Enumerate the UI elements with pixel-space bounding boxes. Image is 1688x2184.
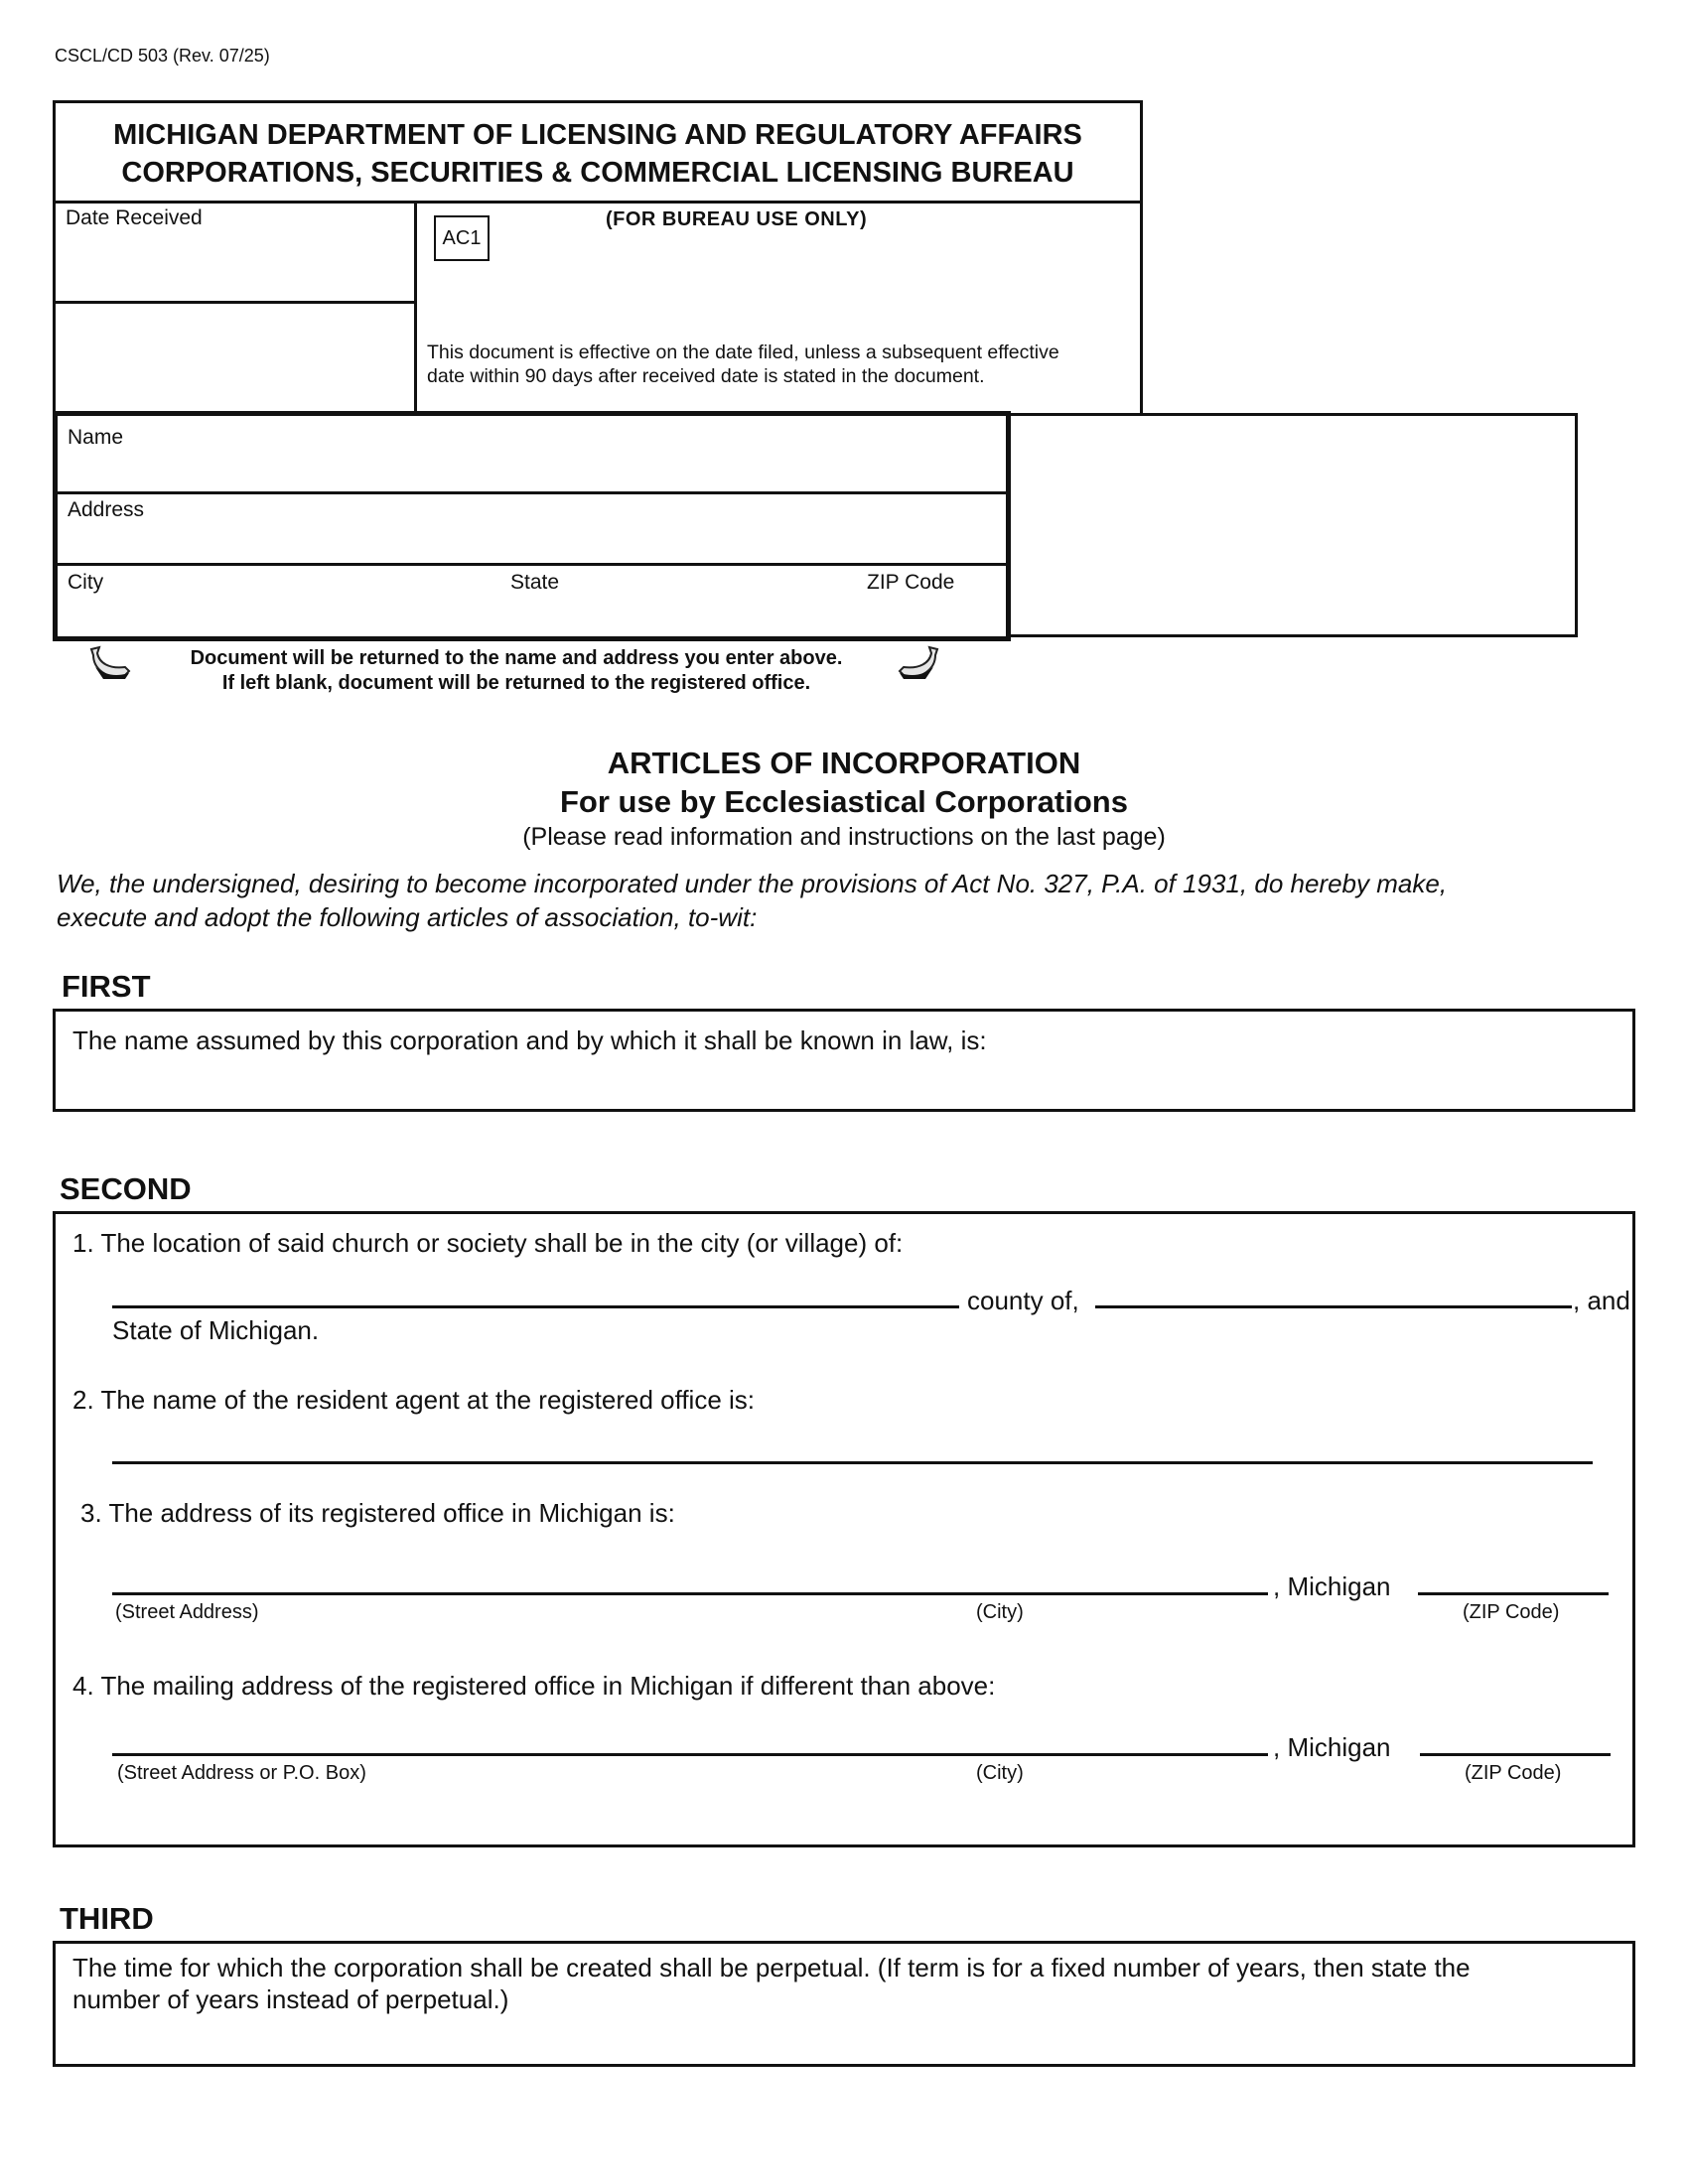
third-heading: THIRD: [60, 1901, 154, 1936]
return-zip-label: ZIP Code: [867, 571, 955, 594]
first-box[interactable]: [53, 1009, 1635, 1112]
county-of-label: county of,: [967, 1286, 1079, 1315]
form-code: CSCL/CD 503 (Rev. 07/25): [55, 46, 270, 66]
return-address-box: [53, 411, 1011, 641]
return-city-label: City: [68, 571, 104, 594]
return-arrow-right-icon: [896, 645, 943, 681]
registered-office-zip-field[interactable]: [1418, 1592, 1609, 1595]
return-name-field[interactable]: [58, 416, 1006, 494]
return-note-line1: Document will be returned to the name and address you enter above.: [190, 647, 843, 669]
mailing-address-zip-field[interactable]: [1420, 1753, 1611, 1756]
agency-name: MICHIGAN DEPARTMENT OF LICENSING AND REGULATORY AFFAIRS: [113, 119, 1082, 151]
registered-office-street-city-field[interactable]: [112, 1592, 1268, 1595]
item3-zip-label: (ZIP Code): [1463, 1601, 1560, 1623]
and-label: , and: [1573, 1286, 1630, 1315]
return-name-label: Name: [68, 426, 124, 449]
city-village-field[interactable]: [112, 1305, 959, 1308]
return-city-state-zip-field[interactable]: [58, 566, 1006, 636]
bureau-use-box: [414, 201, 1143, 416]
first-text: The name assumed by this corporation and by which it shall be known in law, is:: [72, 1025, 987, 1055]
second-item4: 4. The mailing address of the registered office in Michigan if different than above:: [72, 1671, 996, 1701]
first-heading: FIRST: [62, 969, 151, 1004]
item3-city-label: (City): [976, 1601, 1024, 1623]
third-line1: The time for which the corporation shall be created shall be perpetual. (If term is for a fixed number of years, then state the: [72, 1953, 1471, 1982]
return-arrow-left-icon: [85, 645, 133, 681]
document-subtitle: For use by Ecclesiastical Corporations: [560, 784, 1128, 819]
agency-header: [53, 100, 1143, 204]
return-address-field[interactable]: [58, 491, 1006, 566]
third-line2: number of years instead of perpetual.): [72, 1984, 509, 2014]
mailing-address-street-city-field[interactable]: [112, 1753, 1268, 1756]
item4-city-label: (City): [976, 1762, 1024, 1784]
item3-michigan-label: , Michigan: [1273, 1571, 1391, 1601]
return-note-line2: If left blank, document will be returned to the registered office.: [221, 672, 811, 694]
item4-street-po-label: (Street Address or P.O. Box): [117, 1762, 366, 1784]
return-side-box: [1008, 413, 1578, 637]
state-of-michigan-label: State of Michigan.: [112, 1315, 320, 1345]
ac1-code-box: AC1: [434, 215, 490, 261]
county-field[interactable]: [1095, 1305, 1572, 1308]
instructions-note: (Please read information and instructions on the last page): [522, 823, 1166, 851]
effective-note-line1: This document is effective on the date filed, unless a subsequent effective: [427, 341, 1059, 363]
second-item1: 1. The location of said church or society shall be in the city (or village) of:: [72, 1228, 904, 1258]
return-state-label: State: [510, 571, 560, 594]
effective-note-line2: date within 90 days after received date is stated in the document.: [427, 365, 985, 387]
bureau-name: CORPORATIONS, SECURITIES & COMMERCIAL LICENSING BUREAU: [121, 157, 1074, 189]
item4-zip-label: (ZIP Code): [1465, 1762, 1562, 1784]
bureau-use-only: (FOR BUREAU USE ONLY): [606, 208, 868, 230]
date-received-box: [53, 201, 417, 304]
return-address-label: Address: [68, 498, 145, 521]
bureau-blank-box: [53, 301, 417, 416]
second-item3: 3. The address of its registered office in Michigan is:: [80, 1498, 675, 1528]
second-heading: SECOND: [60, 1171, 192, 1206]
third-box[interactable]: [53, 1941, 1635, 2067]
date-received-label: Date Received: [66, 206, 203, 229]
document-title: ARTICLES OF INCORPORATION: [607, 746, 1081, 780]
item3-street-address-label: (Street Address): [115, 1601, 259, 1623]
intro-line2: execute and adopt the following articles of association, to-wit:: [57, 902, 758, 932]
item4-michigan-label: , Michigan: [1273, 1732, 1391, 1762]
intro-line1: We, the undersigned, desiring to become incorporated under the provisions of Act No. 327, P.A. of 1931, do hereby make,: [57, 869, 1448, 898]
resident-agent-field[interactable]: [112, 1461, 1593, 1464]
second-item2: 2. The name of the resident agent at the registered office is:: [72, 1385, 756, 1415]
second-box: [53, 1211, 1635, 1847]
